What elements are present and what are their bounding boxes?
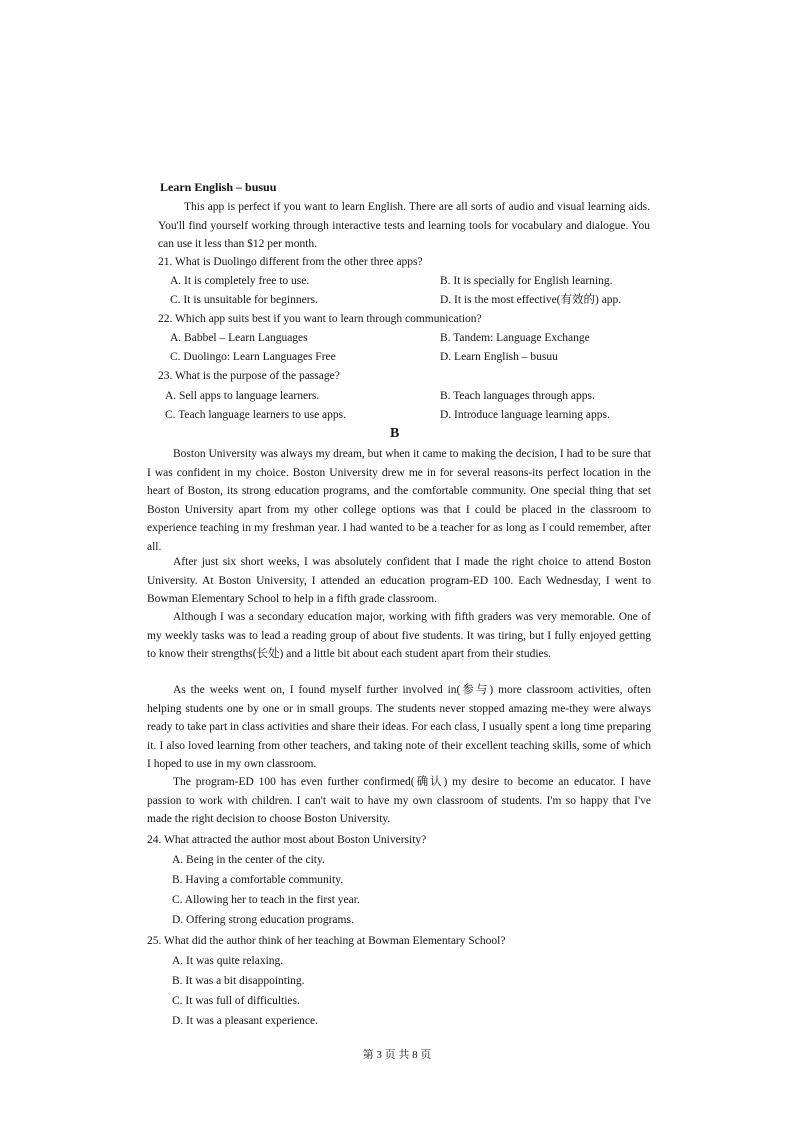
app-title: Learn English – busuu — [160, 180, 277, 194]
passage-b-paragraph-1: Boston University was always my dream, but when it came to making the decision, I had to be sure that I was confident in my choice. Boston University drew me in for several reasons-its perfect location in the heart of Boston, its strong education programs, and the comfortable community. One special thing that set Boston University apart from my other college options was that I could be placed in the classroom to experience teaching in my freshman year. I had wanted to be a teacher for as long as I could remember, after all. — [147, 448, 651, 553]
page-footer: 第 3 页 共 8 页 — [362, 1049, 432, 1061]
question-25-stem: 25. What did the author think of her teaching at Bowman Elementary School? — [147, 935, 506, 947]
passage-b-paragraph-5: The program-ED 100 has even further confirmed(确认) my desire to become an educator. I have passion to work with children. I can't wait to have my own classroom of students. I'm so happy that I've made the right decision to choose Boston University. — [147, 776, 651, 825]
question-23-option-b: B. Teach languages through apps. — [440, 390, 595, 402]
question-22-stem: 22. Which app suits best if you want to learn through communication? — [158, 313, 482, 325]
question-22-option-a: A. Babbel – Learn Languages — [170, 332, 308, 344]
question-25-option-a: A. It was quite relaxing. — [172, 955, 284, 967]
question-25-option-b: B. It was a bit disappointing. — [172, 975, 305, 987]
question-24-stem: 24. What attracted the author most about Boston University? — [147, 834, 427, 846]
passage-b-paragraph-4: As the weeks went on, I found myself further involved in(参与) more classroom activities, often helping students one by one or in small groups. The students never stopped amazing me-they were always ready to take part in class activities and share their ideas. For each class, I usually spent a long time preparing it. I also loved learning from other teachers, and taking note of their excellent teaching skills, some of which I hoped to use in my own classroom. — [147, 684, 651, 770]
question-23-option-c: C. Teach language learners to use apps. — [165, 409, 347, 421]
question-24-option-d: D. Offering strong education programs. — [172, 914, 354, 926]
question-24-option-a: A. Being in the center of the city. — [172, 854, 325, 866]
question-22-option-d: D. Learn English – busuu — [440, 351, 558, 363]
question-21-option-b: B. It is specially for English learning. — [440, 275, 613, 287]
question-21-option-c: C. It is unsuitable for beginners. — [170, 294, 318, 306]
passage-b-paragraph-3: Although I was a secondary education major, working with fifth graders was very memorable. One of my weekly tasks was to lead a reading group of about five students. It was tiring, but I fully enjoyed getting to know their strengths(长处) and a little bit about each student apart from their studies. — [147, 611, 651, 660]
question-24-option-b: B. Having a comfortable community. — [172, 874, 344, 886]
question-25-option-c: C. It was full of difficulties. — [172, 995, 300, 1007]
app-description: This app is perfect if you want to learn English. There are all sorts of audio and visual learning aids. You'll find yourself working through interactive tests and learning tools for vocabulary and dialogue. You can use it less than $12 per month. — [158, 201, 650, 250]
question-22-option-c: C. Duolingo: Learn Languages Free — [170, 351, 336, 363]
question-23-option-d: D. Introduce language learning apps. — [440, 409, 610, 421]
passage-b-heading: B — [390, 426, 400, 441]
question-21-stem: 21. What is Duolingo different from the other three apps? — [158, 256, 423, 268]
question-21-option-a: A. It is completely free to use. — [170, 275, 310, 287]
question-22-option-b: B. Tandem: Language Exchange — [440, 332, 590, 344]
question-23-option-a: A. Sell apps to language learners. — [165, 390, 320, 402]
question-23-stem: 23. What is the purpose of the passage? — [158, 370, 340, 382]
passage-b-paragraph-2: After just six short weeks, I was absolutely confident that I made the right choice to attend Boston University. At Boston University, I attended an education program-ED 100. Each Wednesday, I went to Bowman Elementary School to help in a fifth grade classroom. — [147, 556, 651, 605]
question-24-option-c: C. Allowing her to teach in the first year. — [172, 894, 360, 906]
question-25-option-d: D. It was a pleasant experience. — [172, 1015, 318, 1027]
question-21-option-d: D. It is the most effective(有效的) app. — [440, 294, 622, 306]
